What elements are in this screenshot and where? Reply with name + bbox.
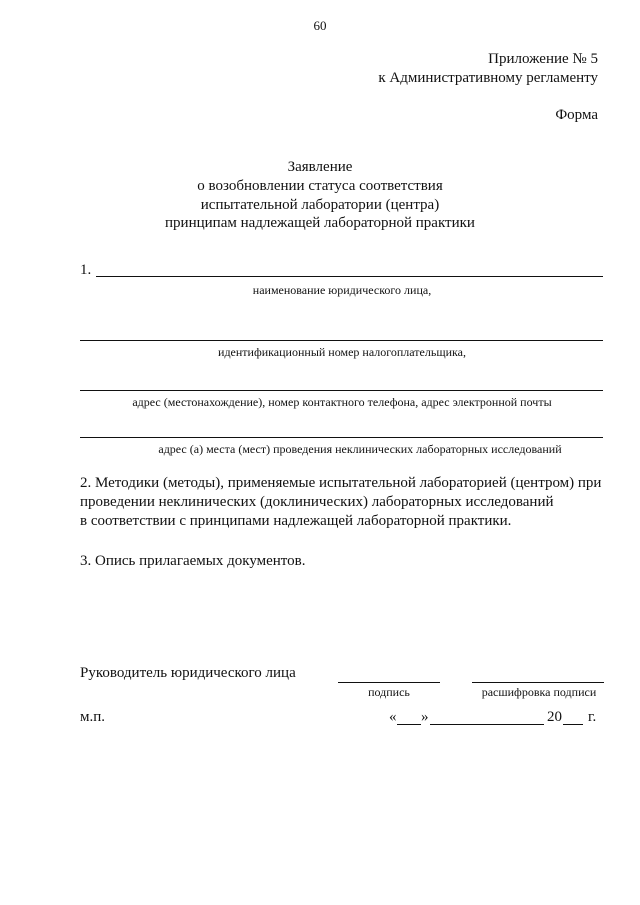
section-1-number: 1.: [80, 262, 92, 278]
section-3-text: 3. Опись прилагаемых документов.: [80, 553, 306, 569]
signature-decoding-field[interactable]: [472, 682, 604, 683]
title-line-3: испытательной лаборатории (центра): [200, 197, 440, 213]
page-number: 60: [313, 18, 327, 33]
head-label: Руководитель юридического лица: [80, 665, 296, 681]
address-contact-caption: адрес (местонахождение), номер контактного телефона, адрес электронной почты: [132, 395, 552, 409]
date-open-quote: «: [389, 709, 397, 725]
date-year-prefix: 20: [547, 709, 562, 725]
stamp-label: м.п.: [80, 709, 106, 725]
research-places-field[interactable]: [80, 437, 603, 438]
inn-caption: идентификационный номер налогоплательщика,: [218, 345, 466, 359]
date-day-field[interactable]: [397, 724, 421, 725]
date-year-suffix: г.: [588, 709, 597, 725]
legal-name-caption: наименование юридического лица,: [252, 283, 432, 297]
section-2-line-2: проведении неклинических (доклинических) лабораторных исследований: [80, 494, 554, 510]
section-2-line-1: 2. Методики (методы), применяемые испытательной лабораторией (центром) при: [80, 475, 602, 491]
title-line-4: принципам надлежащей лабораторной практики: [165, 215, 475, 231]
signature-field[interactable]: [338, 682, 440, 683]
section-2-line-3: в соответствии с принципами надлежащей лабораторной практики.: [80, 513, 512, 529]
document-title: Заявление: [287, 159, 353, 175]
form-label: Форма: [555, 107, 598, 123]
signature-decoding-caption: расшифровка подписи: [481, 685, 597, 699]
appendix-reference: к Административному регламенту: [378, 70, 598, 86]
legal-name-field[interactable]: [96, 276, 603, 277]
date-year-field[interactable]: [563, 724, 583, 725]
signature-caption: подпись: [368, 685, 410, 699]
inn-field[interactable]: [80, 340, 603, 341]
appendix-number: Приложение № 5: [488, 51, 598, 67]
date-close-quote: »: [421, 709, 429, 725]
research-places-caption: адрес (а) места (мест) проведения неклинических лабораторных исследований: [158, 442, 562, 456]
date-month-field[interactable]: [430, 724, 544, 725]
title-line-2: о возобновлении статуса соответствия: [197, 178, 443, 194]
address-contact-field[interactable]: [80, 390, 603, 391]
